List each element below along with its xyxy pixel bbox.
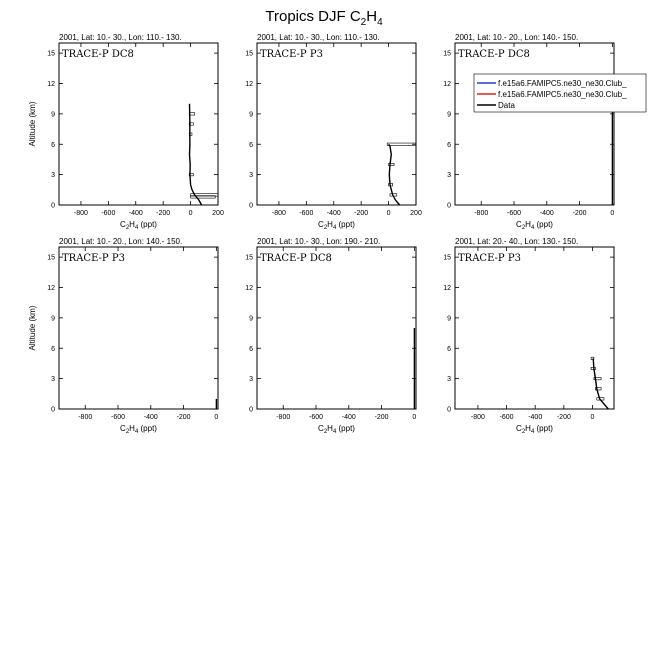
y-tick-label: 3 [249, 376, 253, 384]
y-tick-label: 15 [47, 254, 55, 262]
y-tick-label: 6 [249, 141, 253, 149]
panel-label: TRACE-P P3 [458, 253, 521, 264]
x-axis-label-part: C [120, 424, 126, 433]
plot-frame [59, 247, 218, 409]
x-tick-label: -400 [528, 414, 543, 421]
x-tick-label: 0 [214, 414, 219, 421]
x-tick-label: -200 [354, 210, 369, 217]
x-tick-label: -600 [309, 414, 324, 421]
y-tick-label: 12 [47, 81, 55, 88]
x-tick-label: -600 [101, 210, 116, 217]
y-tick-label: 12 [245, 81, 253, 88]
y-tick-label: 0 [447, 202, 451, 210]
x-axis-label-part: H [525, 220, 531, 229]
x-axis-label-part: 2 [323, 429, 328, 435]
x-axis-label-part: 2 [323, 225, 328, 231]
panel-label: TRACE-P DC8 [62, 49, 134, 60]
x-axis-label [120, 424, 157, 435]
y-tick-label: 12 [443, 285, 451, 292]
x-axis-label-part: 4 [530, 429, 535, 435]
panel-label: TRACE-P DC8 [260, 253, 332, 264]
y-tick-label: 15 [245, 254, 253, 262]
x-axis-label [120, 220, 157, 231]
x-axis-label-part: H [129, 220, 135, 229]
x-tick-label: -400 [326, 210, 341, 217]
y-axis-label: Altitude (km) [28, 101, 37, 147]
y-tick-label: 15 [443, 50, 451, 58]
x-axis-label-part: H [327, 424, 333, 433]
x-axis-label-part: (ppt) [336, 220, 355, 229]
x-axis-label-part: 4 [332, 225, 337, 231]
chart-panel-6 [443, 237, 614, 435]
y-tick-label: 12 [443, 81, 451, 88]
x-axis-label-part: (ppt) [138, 220, 157, 229]
x-axis-label-part: H [525, 424, 531, 433]
y-tick-label: 9 [51, 111, 55, 119]
x-tick-label: -800 [271, 210, 286, 217]
chart-panel-1 [28, 33, 224, 231]
y-tick-label: 3 [249, 172, 253, 180]
x-axis-label [516, 424, 553, 435]
y-tick-label: 3 [447, 376, 451, 384]
panel-label: TRACE-P P3 [260, 49, 323, 60]
x-axis-label-part: 2 [521, 225, 526, 231]
x-tick-label: -200 [556, 414, 571, 421]
x-axis-label-part: 4 [134, 225, 139, 231]
y-tick-label: 0 [249, 202, 253, 210]
y-tick-label: 15 [47, 50, 55, 58]
x-axis-label-part: C [318, 220, 324, 229]
x-tick-label: 0 [412, 414, 417, 421]
x-tick-label: -200 [374, 414, 389, 421]
chart-panel-4 [28, 237, 218, 435]
x-axis-label-part: H [327, 220, 333, 229]
error-bar [387, 143, 416, 145]
y-tick-label: 3 [51, 376, 55, 384]
data-series-line [190, 104, 202, 205]
x-tick-label: 200 [212, 210, 224, 217]
y-tick-label: 3 [447, 172, 451, 180]
x-axis-label [318, 424, 355, 435]
x-axis-label-part: (ppt) [534, 424, 553, 433]
y-tick-label: 15 [245, 50, 253, 58]
chart-panel-3 [443, 33, 614, 231]
x-tick-label: -200 [572, 210, 587, 217]
y-tick-label: 6 [447, 141, 451, 149]
x-axis-label-part: 4 [134, 429, 139, 435]
y-tick-label: 12 [245, 285, 253, 292]
x-tick-label: -800 [470, 414, 485, 421]
figure-title: Tropics DJF $C_2H_4$ [265, 8, 383, 28]
x-axis-label-part: 4 [332, 429, 337, 435]
x-tick-label: -800 [78, 414, 93, 421]
y-tick-label: 0 [249, 406, 253, 414]
y-tick-label: 6 [51, 141, 55, 149]
x-axis-label-part: C [516, 220, 522, 229]
y-axis-label: Altitude (km) [28, 305, 37, 351]
y-tick-label: 0 [51, 406, 55, 414]
x-tick-label: 200 [410, 210, 422, 217]
y-tick-label: 0 [51, 202, 55, 210]
x-axis-label-part: (ppt) [534, 220, 553, 229]
x-tick-label: -400 [128, 210, 143, 217]
x-tick-label: -600 [299, 210, 314, 217]
y-tick-label: 9 [51, 315, 55, 323]
x-tick-label: -400 [539, 210, 554, 217]
x-tick-label: -200 [156, 210, 171, 217]
x-axis-label-part: 2 [125, 429, 130, 435]
x-tick-label: -600 [507, 210, 522, 217]
plot-frame [455, 247, 614, 409]
x-tick-label: -200 [176, 414, 191, 421]
y-tick-label: 6 [447, 345, 451, 353]
x-tick-label: -800 [474, 210, 489, 217]
x-tick-label: -600 [111, 414, 126, 421]
y-tick-label: 6 [249, 345, 253, 353]
y-tick-label: 0 [447, 406, 451, 414]
panel-subtitle: 2001, Lat: 10.- 30., Lon: 110.- 130. [257, 33, 380, 42]
x-axis-label-part: 2 [125, 225, 130, 231]
x-axis-label-part: C [120, 220, 126, 229]
panel-label: TRACE-P P3 [62, 253, 125, 264]
y-tick-label: 12 [47, 285, 55, 292]
x-tick-label: 0 [590, 414, 595, 421]
y-tick-label: 9 [447, 111, 451, 119]
y-tick-label: 15 [443, 254, 451, 262]
chart-panel-5 [245, 237, 416, 435]
x-axis-label-part: C [516, 424, 522, 433]
y-tick-label: 9 [249, 111, 253, 119]
panel-subtitle: 2001, Lat: 20.- 40., Lon: 130.- 150. [455, 237, 579, 246]
plot-frame [257, 43, 416, 205]
legend-entry: f.e15a6.FAMIPC5.ne30_ne30.Club_ [498, 90, 627, 99]
x-axis-label-part: H [129, 424, 135, 433]
y-tick-label: 3 [51, 172, 55, 180]
plot-frame [455, 43, 614, 205]
x-tick-label: -800 [276, 414, 291, 421]
panel-label: TRACE-P DC8 [458, 49, 530, 60]
x-axis-label-part: 4 [530, 225, 535, 231]
legend-entry: f.e15a6.FAMIPC5.ne30_ne30.Club_ [498, 79, 627, 88]
x-axis-label-part: C [318, 424, 324, 433]
x-tick-label: -800 [73, 210, 88, 217]
x-tick-label: -400 [341, 414, 356, 421]
x-tick-label: 0 [386, 210, 391, 217]
x-tick-label: 0 [610, 210, 615, 217]
panel-subtitle: 2001, Lat: 10.- 30., Lon: 110.- 130. [59, 33, 182, 42]
panel-subtitle: 2001, Lat: 10.- 20., Lon: 140.- 150. [59, 237, 183, 246]
chart-panel-2 [245, 33, 422, 231]
legend [474, 74, 646, 112]
plot-frame [59, 43, 218, 205]
legend-entry: Data [498, 101, 515, 110]
y-tick-label: 9 [447, 315, 451, 323]
panel-subtitle: 2001, Lat: 10.- 20., Lon: 140.- 150. [455, 33, 579, 42]
x-axis-label-part: 2 [521, 429, 526, 435]
x-axis-label-part: (ppt) [138, 424, 157, 433]
x-tick-label: -400 [143, 414, 158, 421]
y-tick-label: 9 [249, 315, 253, 323]
panel-subtitle: 2001, Lat: 10.- 30., Lon: 190.- 210. [257, 237, 381, 246]
data-series-line [593, 358, 608, 409]
x-axis-label [318, 220, 355, 231]
plot-frame [257, 247, 416, 409]
x-axis-label-part: (ppt) [336, 424, 355, 433]
y-tick-label: 6 [51, 345, 55, 353]
x-tick-label: -600 [499, 414, 514, 421]
x-axis-label [516, 220, 553, 231]
x-tick-label: 0 [188, 210, 193, 217]
